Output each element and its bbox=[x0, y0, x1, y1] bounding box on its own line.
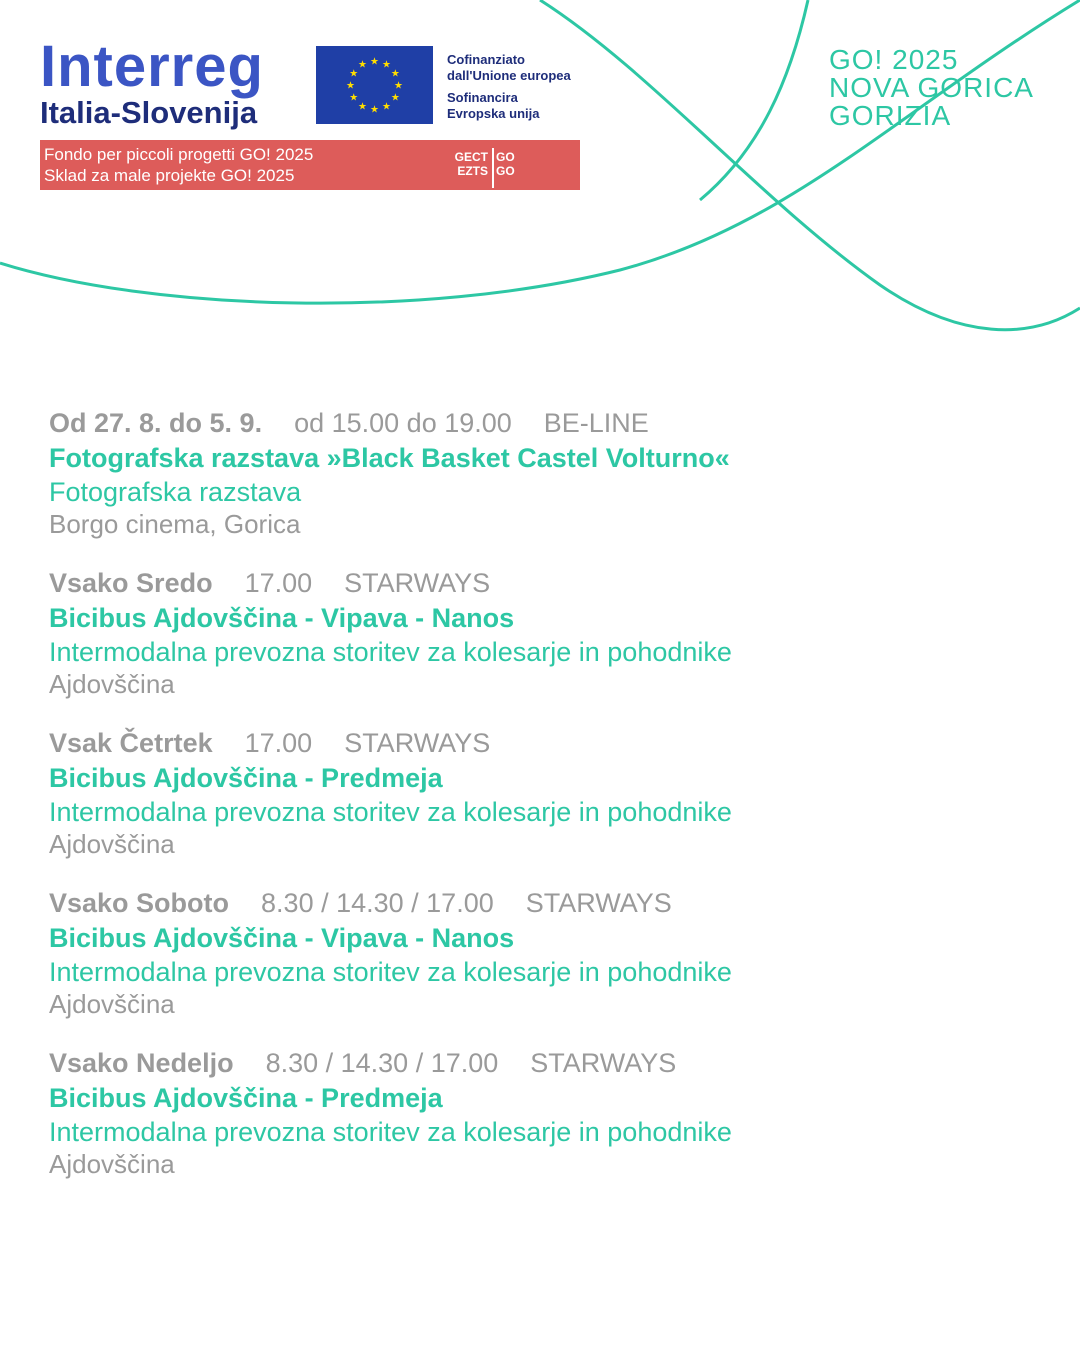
event-description: Intermodalna prevozna storitev za kolesarje in pohodnike bbox=[49, 957, 732, 987]
event-organizer: STARWAYS bbox=[525, 888, 672, 918]
eu-star-icon: ★ bbox=[346, 80, 355, 92]
fund-line: Fondo per piccoli progetti GO! 2025 bbox=[44, 145, 314, 164]
event-time: 17.00 bbox=[244, 568, 313, 598]
gect-label: GECT bbox=[454, 150, 488, 164]
gect-label: GO bbox=[496, 150, 515, 164]
interreg-title: Interreg bbox=[40, 34, 264, 99]
event-date: Od 27. 8. do 5. 9. bbox=[49, 408, 263, 438]
interreg-subtitle: Italia-Slovenija bbox=[40, 95, 258, 130]
event-title: Bicibus Ajdovščina - Predmeja bbox=[49, 763, 443, 793]
eu-star-icon: ★ bbox=[382, 101, 391, 113]
event-organizer: BE-LINE bbox=[543, 408, 649, 438]
go-logo-line: GORIZIA bbox=[829, 100, 952, 131]
event-item bbox=[49, 885, 1039, 1019]
eu-star-icon: ★ bbox=[370, 56, 379, 68]
event-date: Vsako Sredo bbox=[49, 568, 213, 598]
eu-star-icon: ★ bbox=[394, 80, 403, 92]
go-logo-line: GO! 2025 bbox=[829, 44, 959, 75]
eu-cofinancing-text bbox=[447, 52, 571, 122]
event-item bbox=[49, 725, 1039, 859]
event-date: Vsak Četrtek bbox=[49, 728, 213, 758]
eu-star-icon: ★ bbox=[370, 104, 379, 116]
event-title: Bicibus Ajdovščina - Vipava - Nanos bbox=[49, 923, 515, 953]
event-place: Ajdovščina bbox=[49, 1149, 175, 1179]
eu-line: dall'Unione europea bbox=[447, 68, 571, 83]
eu-star-icon: ★ bbox=[358, 59, 367, 71]
event-organizer: STARWAYS bbox=[344, 568, 491, 598]
event-title: Bicibus Ajdovščina - Vipava - Nanos bbox=[49, 603, 515, 633]
event-place: Ajdovščina bbox=[49, 989, 175, 1019]
event-time: 8.30 / 14.30 / 17.00 bbox=[261, 888, 494, 918]
event-place: Borgo cinema, Gorica bbox=[49, 509, 301, 539]
event-place: Ajdovščina bbox=[49, 829, 175, 859]
eu-star-icon: ★ bbox=[349, 68, 359, 80]
eu-star-icon: ★ bbox=[390, 68, 400, 80]
event-place: Ajdovščina bbox=[49, 669, 175, 699]
event-description: Fotografska razstava bbox=[49, 477, 302, 507]
fund-line: Sklad za male projekte GO! 2025 bbox=[44, 166, 295, 185]
gect-label: GO bbox=[496, 164, 515, 178]
event-date: Vsako Soboto bbox=[49, 888, 230, 918]
event-title: Bicibus Ajdovščina - Predmeja bbox=[49, 1083, 443, 1113]
event-description: Intermodalna prevozna storitev za kolesarje in pohodnike bbox=[49, 797, 732, 827]
go-2025-logo bbox=[829, 46, 1034, 130]
event-time: od 15.00 do 19.00 bbox=[294, 408, 512, 438]
eu-star-icon: ★ bbox=[358, 101, 367, 113]
fund-text bbox=[44, 144, 313, 186]
gect-logo bbox=[450, 148, 530, 182]
event-item bbox=[49, 1045, 1039, 1179]
event-list bbox=[49, 405, 1039, 1205]
fund-banner bbox=[40, 140, 580, 190]
event-description: Intermodalna prevozna storitev za kolesarje in pohodnike bbox=[49, 637, 732, 667]
event-item bbox=[49, 405, 1039, 539]
gect-label: EZTS bbox=[457, 164, 488, 178]
eu-line: Evropska unija bbox=[447, 106, 540, 121]
eu-flag-icon bbox=[316, 46, 433, 124]
eu-star-icon: ★ bbox=[382, 59, 391, 71]
event-date: Vsako Nedeljo bbox=[49, 1048, 234, 1078]
event-description: Intermodalna prevozna storitev za kolesarje in pohodnike bbox=[49, 1117, 732, 1147]
eu-line: Cofinanziato bbox=[447, 52, 525, 67]
event-time: 8.30 / 14.30 / 17.00 bbox=[265, 1048, 499, 1078]
eu-star-icon: ★ bbox=[349, 92, 359, 104]
event-organizer: STARWAYS bbox=[344, 728, 491, 758]
interreg-logo-block bbox=[40, 34, 585, 193]
event-time: 17.00 bbox=[244, 728, 313, 758]
eu-star-icon: ★ bbox=[390, 92, 400, 104]
go-logo-line: NOVA GORICA bbox=[829, 72, 1034, 103]
event-item bbox=[49, 565, 1039, 699]
event-organizer: STARWAYS bbox=[530, 1048, 677, 1078]
event-title: Fotografska razstava »Black Basket Castel Volturno« bbox=[49, 443, 730, 473]
eu-line: Sofinancira bbox=[447, 90, 518, 105]
